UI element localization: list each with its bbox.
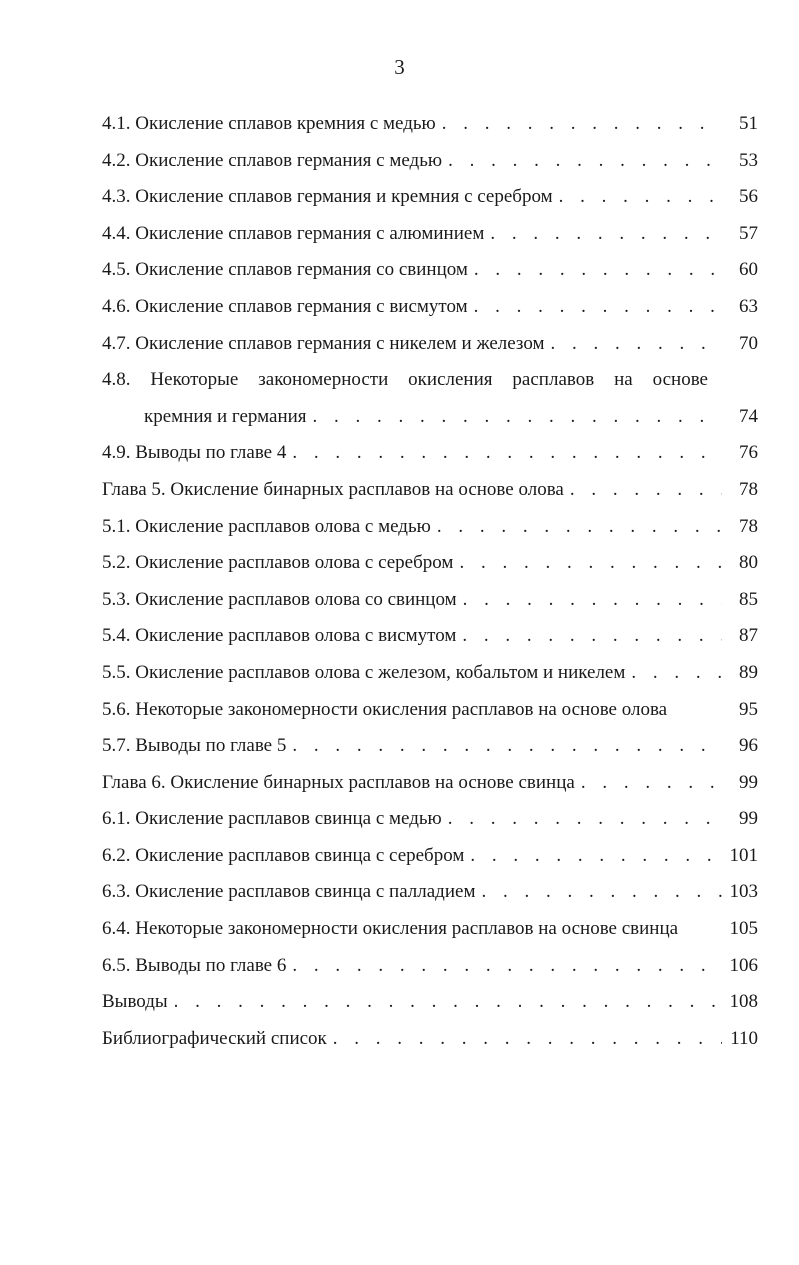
toc-leader-dots — [457, 582, 722, 619]
toc-entry[interactable] — [102, 472, 758, 509]
toc-entry-page: 76 — [739, 442, 758, 464]
toc-entry-title: 4.4. Окисление сплавов германия с алюминием — [102, 216, 484, 253]
toc-entry[interactable] — [102, 801, 758, 838]
toc-leader-dots — [484, 216, 722, 253]
toc-leader-dots — [553, 179, 722, 216]
toc-entry-page: 78 — [739, 515, 758, 537]
toc-entry[interactable] — [102, 692, 758, 729]
toc-leader-dots — [431, 509, 722, 546]
toc-leader-dots — [453, 545, 722, 582]
toc-entry[interactable] — [102, 435, 758, 472]
toc-entry[interactable] — [102, 545, 758, 582]
toc-entry-title: 6.5. Выводы по главе 6 — [102, 948, 286, 985]
toc-entry-page: 56 — [739, 186, 758, 208]
toc-entry-title: 5.1. Окисление расплавов олова с медью — [102, 509, 431, 546]
toc-leader-dots — [468, 252, 722, 289]
toc-entry-title: 5.6. Некоторые закономерности окисления расплавов на основе олова — [102, 692, 667, 729]
toc-leader-dots — [468, 289, 722, 326]
toc-leader-dots — [442, 143, 722, 180]
toc-entry[interactable] — [102, 618, 758, 655]
toc-entry-page: 51 — [739, 113, 758, 134]
toc-leader-dots — [327, 1021, 722, 1058]
toc-entry[interactable] — [102, 984, 758, 1021]
toc-leader-dots — [625, 655, 722, 692]
toc-entry-page: 87 — [739, 625, 758, 647]
toc-entry-title: 5.4. Окисление расплавов олова с висмутом — [102, 618, 456, 655]
toc-entry[interactable] — [102, 252, 758, 289]
toc-entry-title: Глава 6. Окисление бинарных расплавов на основе свинца — [102, 765, 575, 802]
toc-entry[interactable] — [102, 216, 758, 253]
toc-entry-page: 78 — [739, 478, 758, 500]
toc-entry-title-line1: 4.8. Некоторые закономерности окисления расплавов на основе — [102, 369, 708, 391]
toc-entry-page: 80 — [739, 552, 758, 574]
toc-leader-dots — [442, 801, 722, 838]
toc-entry[interactable] — [102, 948, 758, 985]
toc-entry-title: 6.1. Окисление расплавов свинца с медью — [102, 801, 442, 838]
toc-leader-dots — [464, 838, 722, 875]
toc-entry-title: 5.7. Выводы по главе 5 — [102, 728, 286, 765]
toc-entry-title: Библиографический список — [102, 1021, 327, 1058]
toc-entry[interactable] — [102, 509, 758, 546]
toc-leader-dots — [475, 874, 722, 911]
toc-entry[interactable] — [102, 765, 758, 802]
toc-entry[interactable] — [102, 326, 758, 363]
toc-leader-dots — [436, 106, 722, 143]
toc-entry-page: 60 — [739, 259, 758, 281]
toc-entry-title: 4.7. Окисление сплавов германия с никелем и железом — [102, 326, 544, 363]
toc-entry-title: 4.5. Окисление сплавов германия со свинцом — [102, 252, 468, 289]
toc-entry-title: Глава 5. Окисление бинарных расплавов на основе олова — [102, 472, 564, 509]
toc-leader-dots — [564, 472, 722, 509]
toc-entry-title: 6.4. Некоторые закономерности окисления расплавов на основе свинца — [102, 911, 678, 948]
toc-entry-page: 70 — [739, 332, 758, 354]
toc-entry-page: 110 — [730, 1027, 758, 1049]
toc-entry-page: 108 — [729, 991, 758, 1013]
toc-entry-title: 4.6. Окисление сплавов германия с висмутом — [102, 289, 468, 326]
page-number: 3 — [394, 55, 405, 79]
toc-entry-title: 4.2. Окисление сплавов германия с медью — [102, 143, 442, 180]
toc-entry-page: 99 — [739, 808, 758, 830]
toc-entry[interactable] — [102, 179, 758, 216]
toc-entry[interactable] — [102, 143, 758, 180]
toc-entry-title: 4.9. Выводы по главе 4 — [102, 435, 286, 472]
toc-entry-title: 6.3. Окисление расплавов свинца с палладием — [102, 874, 475, 911]
toc-entry-page: 57 — [739, 222, 758, 244]
toc-entry-title: 6.2. Окисление расплавов свинца с серебром — [102, 838, 464, 875]
toc-entry[interactable] — [102, 362, 758, 435]
toc-entry-title: 5.3. Окисление расплавов олова со свинцом — [102, 582, 457, 619]
toc-entry-page: 105 — [729, 918, 758, 940]
toc-leader-dots — [168, 984, 722, 1021]
toc-entry[interactable] — [102, 838, 758, 875]
toc-entry-page: 103 — [729, 881, 758, 903]
toc-leader-dots — [286, 948, 722, 985]
toc-entry-page: 53 — [739, 149, 758, 171]
toc-entry-page: 101 — [729, 844, 758, 866]
table-of-contents — [102, 106, 758, 1057]
toc-entry[interactable] — [102, 728, 758, 765]
toc-entry[interactable] — [102, 655, 758, 692]
toc-entry-title: Выводы — [102, 984, 168, 1021]
toc-entry[interactable] — [102, 289, 758, 326]
toc-entry-title-line2: кремния и германия — [144, 399, 307, 436]
toc-entry[interactable] — [102, 874, 758, 911]
toc-entry-page: 95 — [739, 698, 758, 720]
toc-entry-title: 4.3. Окисление сплавов германия и кремния с серебром — [102, 179, 553, 216]
toc-entry[interactable] — [102, 1021, 758, 1058]
toc-entry-page: 96 — [739, 735, 758, 757]
toc-entry[interactable] — [102, 911, 758, 948]
toc-entry-page: 85 — [739, 588, 758, 610]
toc-leader-dots — [544, 326, 722, 363]
toc-entry[interactable] — [102, 106, 758, 143]
toc-entry-title: 4.1. Окисление сплавов кремния с медью — [102, 106, 436, 143]
toc-entry-page: 106 — [729, 954, 758, 976]
toc-entry-page: 89 — [739, 661, 758, 683]
toc-entry-page: 74 — [739, 405, 758, 427]
toc-leader-dots — [456, 618, 722, 655]
toc-leader-dots — [286, 728, 722, 765]
toc-leader-dots — [575, 765, 722, 802]
toc-entry-page: 63 — [739, 295, 758, 317]
toc-entry-title: 5.2. Окисление расплавов олова с серебром — [102, 545, 453, 582]
toc-entry-title: 5.5. Окисление расплавов олова с железом, кобальтом и никелем — [102, 655, 625, 692]
toc-entry[interactable] — [102, 582, 758, 619]
toc-entry-page: 99 — [739, 771, 758, 793]
toc-leader-dots — [286, 435, 722, 472]
toc-leader-dots — [307, 399, 722, 436]
